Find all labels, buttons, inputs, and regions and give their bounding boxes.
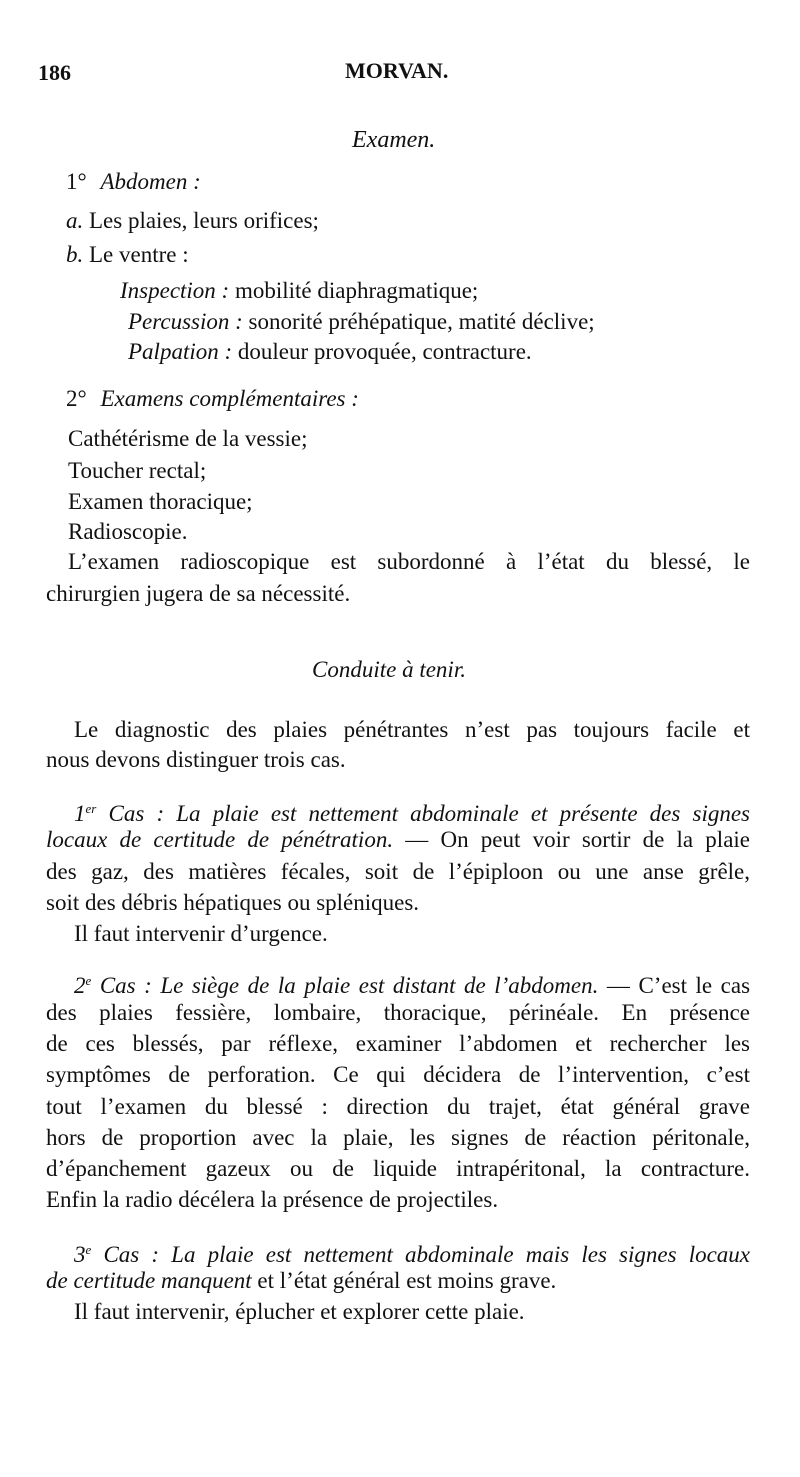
cas1-heading-text: Cas : La plaie est nettement abdominale et présente des signes bbox=[108, 801, 750, 826]
page-number: 186 bbox=[38, 60, 71, 85]
percussion-label: Percussion : bbox=[128, 309, 243, 334]
list-item: Examen thoracique; bbox=[68, 489, 253, 514]
list-item: Radioscopie. bbox=[68, 519, 188, 544]
cas2-line7: d’épanchement gazeux ou de liquide intrapéritonal, la contracture. bbox=[46, 1156, 750, 1181]
item-a-text: Les plaies, leurs orifices; bbox=[89, 208, 319, 233]
inspection-label: Inspection : bbox=[120, 278, 230, 303]
list-item: Toucher rectal; bbox=[68, 458, 207, 483]
list-item: Cathétérisme de la vessie; bbox=[68, 426, 308, 451]
section1-number: 1° bbox=[66, 169, 87, 194]
cas2-line4: symptômes de perforation. Ce qui décidera de l’intervention, c’est bbox=[46, 1062, 750, 1087]
cas1-line2-rest: — On peut voir sortir de la plaie bbox=[405, 827, 751, 852]
intro-line2: nous devons distinguer trois cas. bbox=[46, 747, 346, 772]
inspection-line bbox=[120, 276, 478, 306]
cas3-heading-line2: de certitude manquent bbox=[46, 1268, 252, 1293]
cas3-superscript: e bbox=[85, 1242, 92, 1257]
cas2-line5: tout l’examen du blessé : direction du trajet, état général grave bbox=[46, 1094, 750, 1119]
cas3-number: 3 bbox=[74, 1242, 86, 1267]
cas1-number: 1 bbox=[74, 801, 86, 826]
palpation-text: douleur provoquée, contracture. bbox=[237, 339, 532, 364]
section-title-examen: Examen. bbox=[352, 127, 436, 153]
item-a bbox=[66, 206, 319, 236]
percussion-line bbox=[128, 307, 595, 337]
cas2-line1 bbox=[74, 966, 750, 1001]
percussion-text: sonorité préhépatique, matité déclive; bbox=[248, 309, 595, 334]
item-a-letter: a. bbox=[66, 208, 84, 233]
section-title-conduite: Conduite à tenir. bbox=[312, 657, 466, 682]
item-b-text: Le ventre : bbox=[89, 242, 189, 267]
cas2-number: 2 bbox=[74, 973, 86, 998]
section1-label: Abdomen : bbox=[100, 169, 201, 194]
section2-label: Examens complémentaires : bbox=[100, 386, 359, 411]
cas1-superscript: er bbox=[85, 801, 97, 816]
intro-line1: Le diagnostic des plaies pénétrantes n’est pas toujours facile et bbox=[74, 717, 750, 742]
cas2-line8: Enfin la radio décélera la présence de projectiles. bbox=[46, 1187, 499, 1212]
cas2-line1-rest: — C’est le cas bbox=[606, 973, 751, 998]
item-b-letter: b. bbox=[66, 242, 84, 267]
cas2-superscript: e bbox=[85, 973, 92, 988]
cas3-line3: Il faut intervenir, éplucher et explorer cette plaie. bbox=[74, 1299, 525, 1324]
cas3-heading-line1 bbox=[74, 1235, 750, 1270]
section2-heading bbox=[66, 384, 359, 414]
cas1-heading-line2: locaux de certitude de pénétration. bbox=[46, 827, 394, 852]
cas3-line2-rest: et l’état général est moins grave. bbox=[257, 1268, 557, 1293]
running-title: MORVAN. bbox=[345, 58, 449, 83]
section2-number: 2° bbox=[66, 386, 87, 411]
radioscopy-note-line1: L’examen radioscopique est subordonné à l’état du blessé, le bbox=[68, 549, 750, 574]
item-b bbox=[66, 240, 189, 270]
cas1-heading-line1 bbox=[74, 794, 750, 829]
section1-heading bbox=[66, 167, 201, 197]
cas1-line3: des gaz, des matières fécales, soit de l’épiploon ou une anse grêle, bbox=[46, 859, 750, 884]
cas1-line2 bbox=[46, 825, 750, 855]
cas2-heading: Cas : Le siège de la plaie est distant de l’abdomen. bbox=[99, 973, 599, 998]
cas2-line2: des plaies fessière, lombaire, thoracique, périnéale. En présence bbox=[46, 1000, 750, 1025]
cas2-line6: hors de proportion avec la plaie, les signes de réaction péritonale, bbox=[46, 1125, 750, 1150]
radioscopy-note-line2: chirurgien jugera de sa nécessité. bbox=[46, 581, 351, 606]
cas1-line4: soit des débris hépatiques ou spléniques. bbox=[46, 890, 420, 915]
cas1-line5: Il faut intervenir d’urgence. bbox=[74, 921, 328, 946]
palpation-label: Palpation : bbox=[128, 339, 233, 364]
cas3-heading-text: Cas : La plaie est nettement abdominale mais les signes locaux bbox=[103, 1242, 751, 1267]
inspection-text: mobilité diaphragmatique; bbox=[234, 278, 479, 303]
palpation-line bbox=[128, 337, 532, 367]
cas2-line3: de ces blessés, par réflexe, examiner l’abdomen et rechercher les bbox=[46, 1031, 750, 1056]
cas3-line2 bbox=[46, 1266, 556, 1296]
